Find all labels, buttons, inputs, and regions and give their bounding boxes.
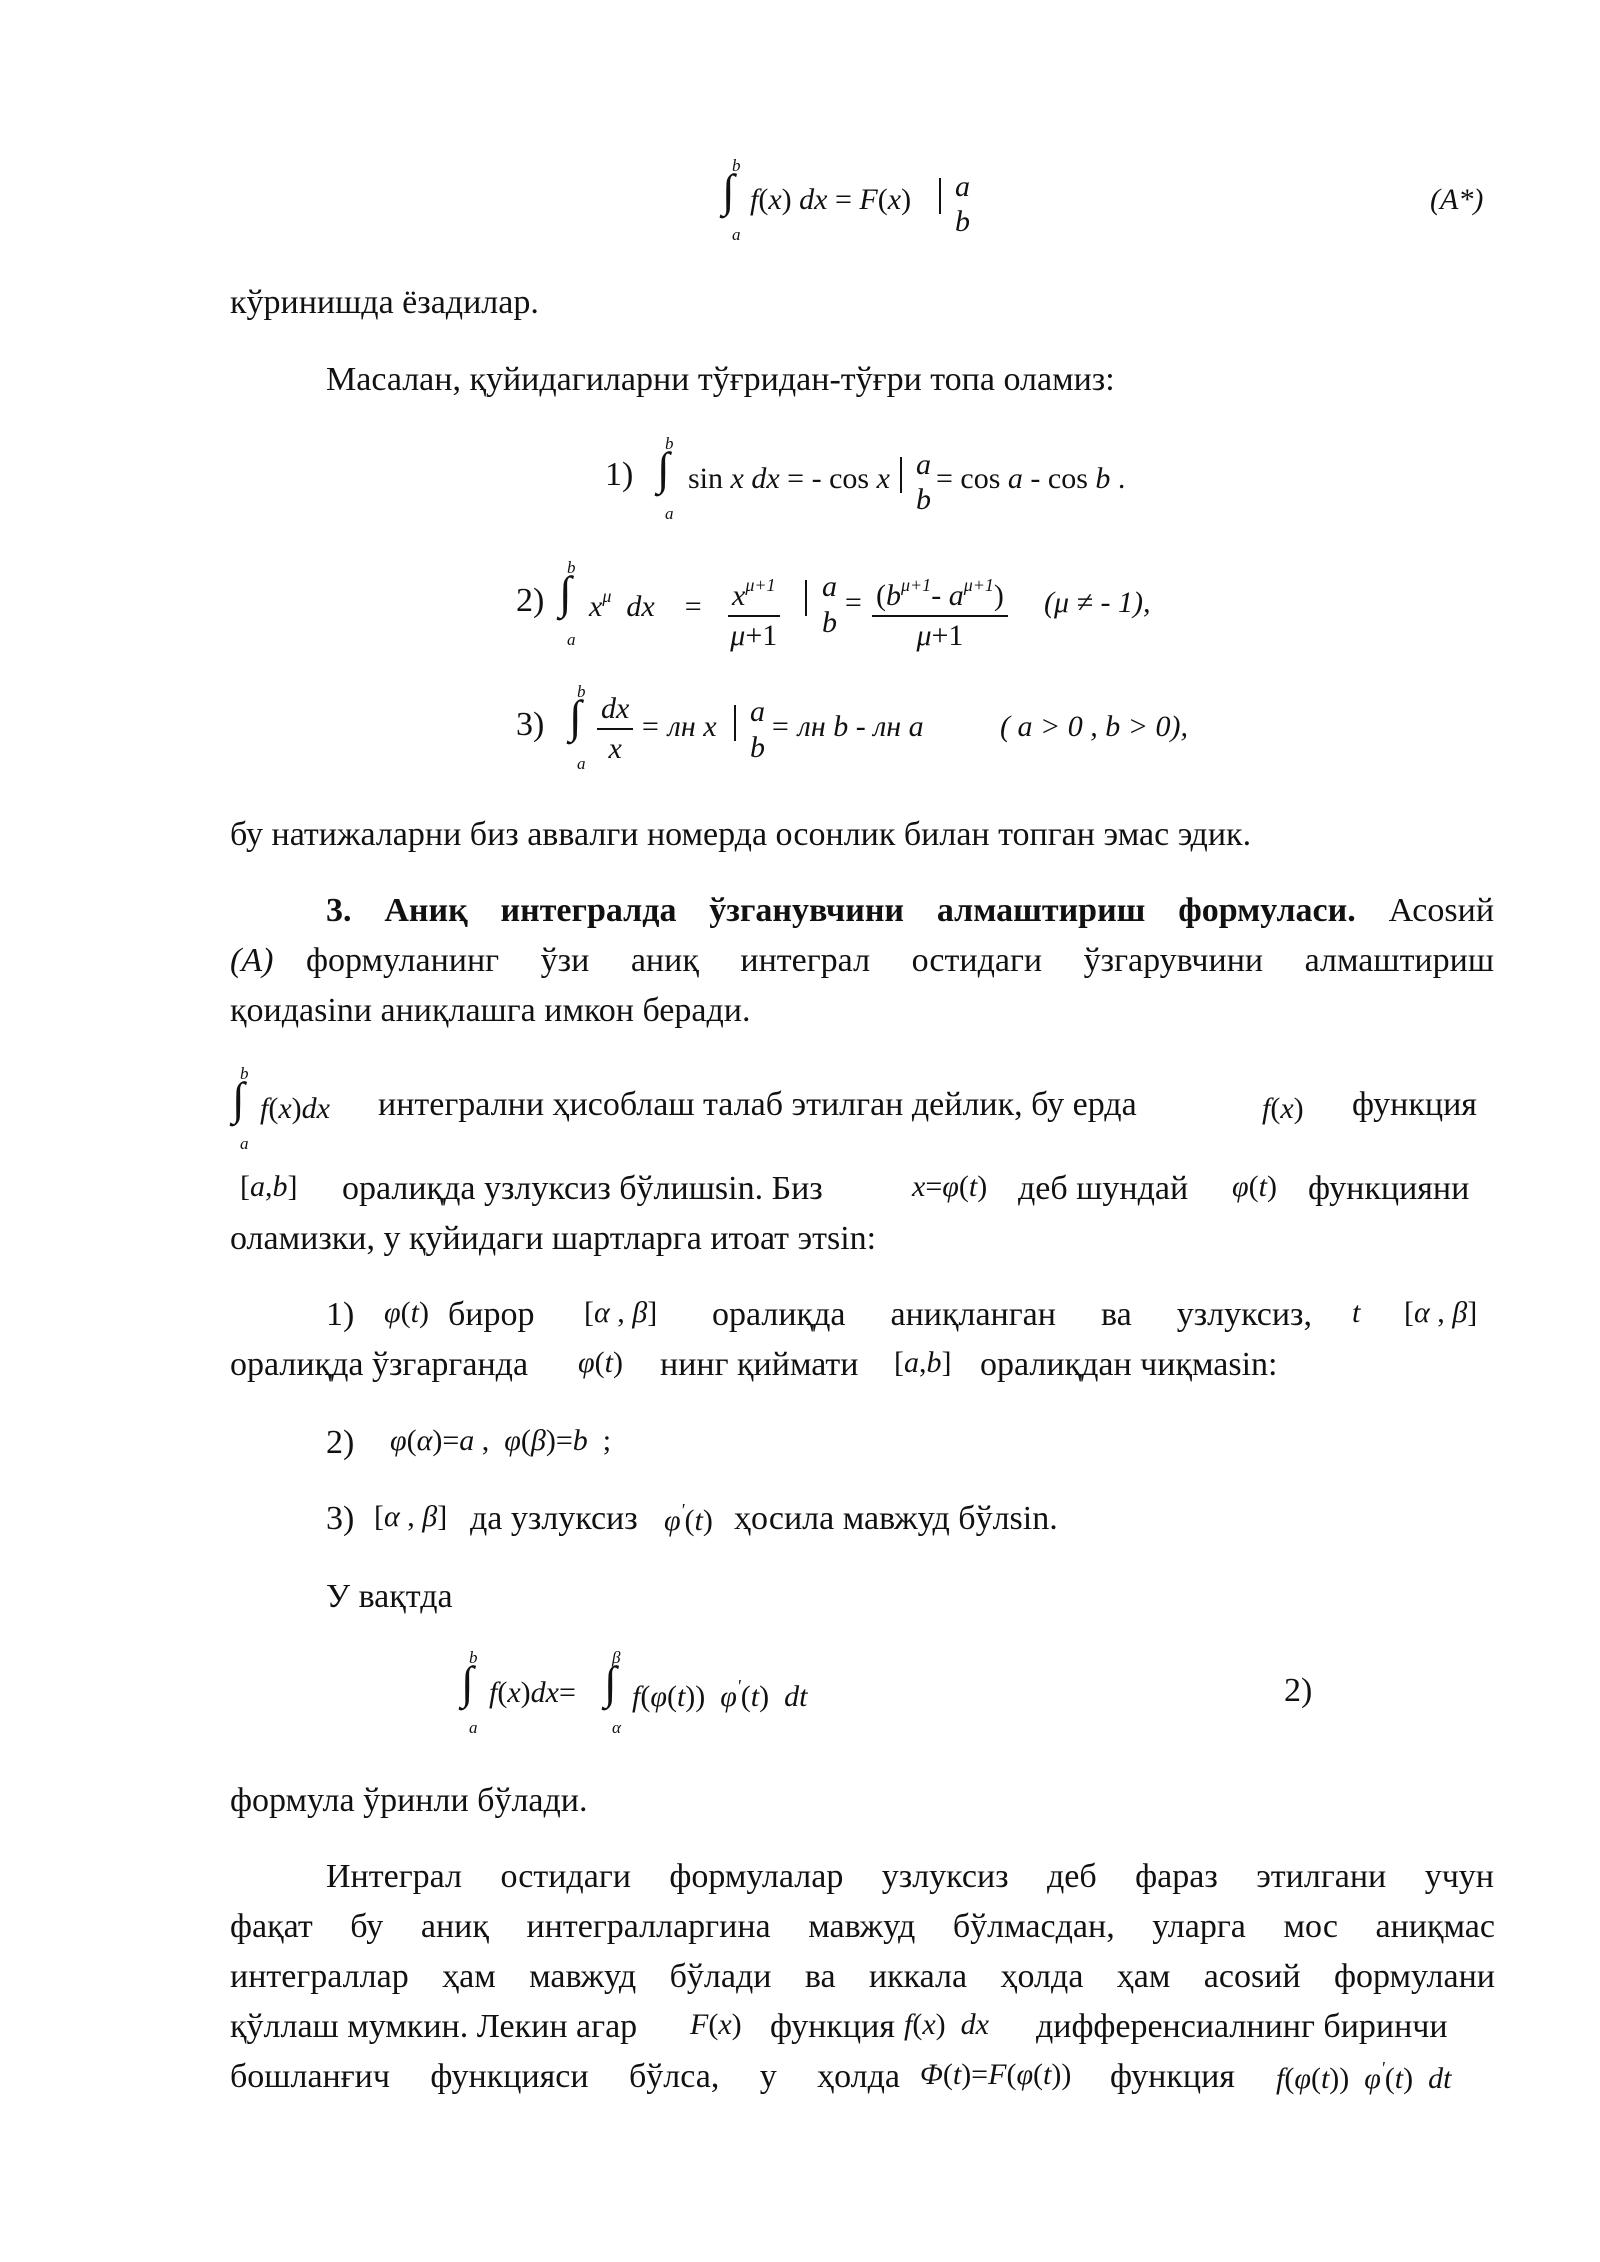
formula-ref: (A) bbox=[230, 942, 274, 979]
math-inline: f(x) bbox=[1262, 1092, 1304, 1125]
math-inline: φ'(t) bbox=[664, 1500, 713, 1537]
paragraph-line: дифференсиалнинг биринчи bbox=[1036, 2008, 1448, 2045]
paragraph-line: фақат бу аниқ интегралларгина мавжуд бўлмасдан, уларга мос аниқмас bbox=[230, 1908, 1495, 1945]
paragraph-line: оралиқдан чиқмаsin: bbox=[980, 1346, 1278, 1383]
math-inline: t bbox=[1352, 1296, 1361, 1329]
equation-label: (A*) bbox=[1430, 183, 1484, 216]
paragraph-line: оралиқда узлуксиз бўлишsin. Биз bbox=[342, 1170, 823, 1207]
paragraph-line: оламизки, у қуйидаги шартларга итоат этsin: bbox=[230, 1220, 877, 1257]
paragraph-line: У вақтда bbox=[326, 1578, 453, 1615]
math-inline: φ(t) bbox=[384, 1296, 429, 1329]
math-inline: F(x) bbox=[690, 2008, 742, 2041]
section-heading-line: 3. Аниқ интегралда ўзганувчини алмаштириш формуласи. Асоsий bbox=[326, 892, 1495, 929]
paragraph-line: интегрални ҳисоблаш талаб этилган дейлик, бу ерда bbox=[378, 1086, 1137, 1123]
paragraph-line: ҳосила мавжуд бўлsin. bbox=[734, 1500, 1058, 1537]
condition-number: 2) bbox=[326, 1424, 355, 1461]
math-inline: [α , β] bbox=[1404, 1296, 1478, 1329]
math-inline: [a,b] bbox=[894, 1346, 952, 1379]
paragraph-line: нинг қиймати bbox=[660, 1346, 859, 1383]
paragraph: формула ўринли бўлади. bbox=[230, 1782, 588, 1819]
paragraph-line: функцияни bbox=[1308, 1170, 1470, 1207]
math-inline: f(φ(t)) φ'(t) dt bbox=[1276, 2058, 1452, 2095]
paragraph-line: интеграллар ҳам мавжуд бўлади ва иккала ҳолда ҳам асоsий формулани bbox=[230, 1958, 1495, 1995]
math-inline: Φ(t)=F(φ(t)) bbox=[920, 2058, 1072, 2091]
paragraph-line: оралиқда аниқланган ва узлуксиз, bbox=[712, 1296, 1312, 1333]
paragraph-line: функция bbox=[1110, 2058, 1235, 2095]
paragraph-line: деб шундай bbox=[1018, 1170, 1189, 1207]
math-inline: φ(α)=a , φ(β)=b ; bbox=[390, 1424, 612, 1457]
paragraph-line: бошланғич функцияси бўлса, у ҳолда bbox=[230, 2058, 900, 2095]
condition-number: 3) bbox=[326, 1500, 355, 1537]
paragraph-line: қўллаш мумкин. Лекин агар bbox=[230, 2008, 638, 2045]
paragraph: бу натижаларни биз аввалги номерда осонлик билан топган эмас эдик. bbox=[230, 816, 1252, 853]
math-inline: [α , β] bbox=[584, 1296, 658, 1329]
math-inline: [a,b] bbox=[240, 1170, 298, 1203]
math-inline: f(x) dx bbox=[904, 2008, 989, 2041]
paragraph-line: қоидаsinи аниқлашга имкон беради. bbox=[230, 992, 751, 1029]
math-inline: φ(t) bbox=[1232, 1170, 1277, 1203]
math-inline: φ(t) bbox=[578, 1346, 623, 1379]
paragraph-line: Интеграл остидаги формулалар узлуксиз деб фараз этилгани учун bbox=[326, 1858, 1494, 1895]
paragraph-line: функция bbox=[1352, 1086, 1477, 1123]
paragraph-line: оралиқда ўзгарганда bbox=[230, 1346, 529, 1383]
paragraph-line: да узлуксиз bbox=[470, 1500, 638, 1537]
paragraph: Масалан, қуйидагиларни тўғридан-тўғри топа оламиз: bbox=[326, 361, 1115, 398]
math-inline: [α , β] bbox=[374, 1500, 448, 1533]
paragraph-line: функция bbox=[770, 2008, 895, 2045]
paragraph: кўринишда ёзадилар. bbox=[230, 284, 539, 321]
paragraph-line: формуланинг ўзи аниқ интеграл остидаги ўзгарувчини алмаштириш bbox=[306, 942, 1494, 979]
math-inline: x=φ(t) bbox=[912, 1170, 988, 1203]
condition-number: 1) bbox=[326, 1296, 355, 1333]
paragraph-line: бирор bbox=[448, 1296, 535, 1333]
